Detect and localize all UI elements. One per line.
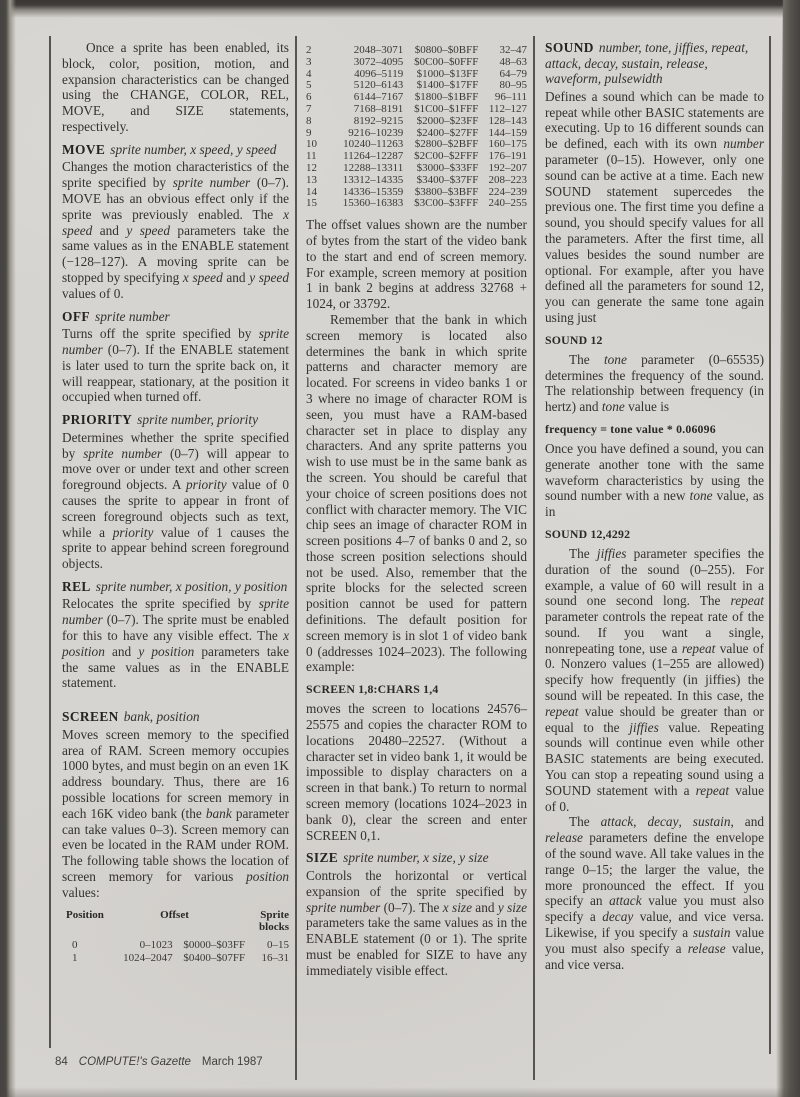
command-params: sprite number, x size, y size xyxy=(343,850,489,866)
code-screen-example: SCREEN 1,8:CHARS 1,4 xyxy=(306,682,439,697)
cell-position: 4 xyxy=(306,67,312,80)
screen-position-table-part1 xyxy=(62,909,289,965)
command-keyword: MOVE xyxy=(62,141,106,157)
cell-position: 6 xyxy=(306,91,312,104)
cell-offset-hex: $0400–$07FF xyxy=(183,951,246,964)
cell-sprite-blocks: 48–63 xyxy=(499,55,527,68)
command-heading-sound xyxy=(545,40,764,87)
table-row xyxy=(306,175,527,187)
cell-sprite-blocks: 32–47 xyxy=(499,44,527,56)
cell-offset-decimal: 5120–6143 xyxy=(353,79,404,92)
cell-offset-decimal: 1024–2047 xyxy=(123,951,173,964)
cell-sprite-blocks: 176–191 xyxy=(488,150,527,163)
command-params: sprite number, x position, y position xyxy=(95,578,288,594)
table-row xyxy=(62,952,289,965)
cell-position: 5 xyxy=(306,79,312,92)
issue-date: March 1987 xyxy=(201,1056,263,1068)
column-2 xyxy=(306,40,527,979)
cell-offset-hex: $2800–$2BFF xyxy=(414,138,479,151)
command-params: sprite number, priority xyxy=(137,412,259,428)
cell-offset-decimal: 14336–15359 xyxy=(342,185,404,198)
cell-offset-decimal: 9216–10239 xyxy=(348,126,404,139)
column-1 xyxy=(62,40,289,965)
command-params: sprite number xyxy=(94,308,170,324)
code-sound-12: SOUND 12 xyxy=(545,332,603,347)
envelope-paragraph: The attack, decay, sustain, and release parameters define the envelope of the sound wave. All take values in the range 0–15; the larger the value, the more pronounced the effect. If you specify an attack value you must also specify a decay value, and vice versa. Likewise, if you specify a sustain value you must also specify a release value, and vice versa. xyxy=(545,814,764,972)
cell-sprite-blocks: 192–207 xyxy=(488,161,527,174)
remember-paragraph: Remember that the bank in which screen memory is located also determines the bank in which sprite patterns and character memory are located. For screens in video banks 1 or 3 where no image of character ROM is seen, you must have a RAM-based character set in place to display any characters. And any sprite patterns you wish to use must be in the same bank as the screen. You should be careful that your choice of screen positions does not conflict with character memory. The VIC chip sees an image of character ROM in screen positions 4–7 of banks 0 and 2, so those screen position selections should not be used. Also, remember that the sprite blocks for the selected screen position cannot be used for pattern definitions. The default position for screen memory is in slot 1 of video bank 0 (addresses 1024–2023). The following example: xyxy=(306,311,527,675)
command-heading-size xyxy=(306,850,527,866)
cell-offset-decimal: 8192–9215 xyxy=(353,114,404,127)
cell-position: 2 xyxy=(306,44,312,56)
cell-offset-hex: $1400–$17FF xyxy=(416,79,479,92)
intro-paragraph: Once a sprite has been enabled, its block, color, position, motion, and expansion characteristics can be changed using the CHANGE, COLOR, REL, MOVE, and SIZE statements, respectively. xyxy=(62,40,289,134)
cell-sprite-blocks: 112–127 xyxy=(488,102,527,115)
command-params: sprite number, x speed, y speed xyxy=(110,141,277,157)
command-params: bank, position xyxy=(123,709,200,725)
cell-offset-hex: $3000–$33FF xyxy=(416,161,479,174)
cell-offset-decimal: 11264–12287 xyxy=(343,150,404,163)
cell-offset-decimal: 2048–3071 xyxy=(353,44,404,56)
table-body xyxy=(62,939,289,965)
cell-sprite-blocks: 96–111 xyxy=(494,91,527,104)
cell-offset-hex: $3400–$37FF xyxy=(416,173,479,186)
column-3 xyxy=(545,40,764,972)
header-sprite-blocks: Sprite blocks xyxy=(259,908,289,933)
move-paragraph: Changes the motion characteristics of the sprite specified by sprite number (0–7). MOVE has an obvious effect only if the sprite was previously enabled. The x speed and y speed parameters take the same values as in the ENABLE statement (−128–127). A moving sprite can be stopped by specifying x speed and y speed values of 0. xyxy=(62,159,289,301)
scan-edge-right xyxy=(774,0,800,1097)
column-rule-outer-right xyxy=(769,36,771,1054)
cell-position: 12 xyxy=(306,161,317,174)
cell-offset-decimal: 10240–11263 xyxy=(343,138,404,151)
command-keyword: SOUND xyxy=(545,40,594,55)
command-keyword: REL xyxy=(62,578,91,594)
screen-paragraph: Moves screen memory to the specified area of RAM. Screen memory occupies 1000 bytes, and must begin on an even 1K address boundary. Thus, there are 16 possible locations for screen memory in each 16K video bank (the bank parameter can take values 0–3). Screen memory can even be located in the RAM under ROM. The following table shows the location of screen memory for various position values: xyxy=(62,726,289,900)
cell-offset-hex: $0C00–$0FFF xyxy=(414,55,479,68)
command-heading-move xyxy=(62,142,289,158)
cell-offset-hex: $0000–$03FF xyxy=(183,938,246,951)
defines-paragraph: Defines a sound which can be made to repeat while other BASIC statements are executing. Up to 16 different sounds can be defined, each with its own number parameter (0–15). However, only one sound can be active at a time. Each new SOUND statement supercedes the previous one. The first time you define a sound, you should specify values for all the parameters. After the first time, all values besides the sound number are optional. For example, after you have defined all the parameters for sound 12, you can generate the same tone again using just xyxy=(545,88,764,325)
cell-position: 8 xyxy=(306,114,312,127)
cell-position: 13 xyxy=(306,173,317,186)
cell-offset-decimal: 3072–4095 xyxy=(353,55,404,68)
scan-edge-left xyxy=(0,0,16,1097)
column-rule-1-2 xyxy=(295,36,297,1080)
size-paragraph: Controls the horizontal or vertical expansion of the sprite specified by sprite number (0–7). The x size and y size parameters take the same values as in the ENABLE statement (0 or 1). The sprite must be enabled for SIZE to have any immediately visible effect. xyxy=(306,868,528,978)
cell-position: 15 xyxy=(306,197,317,210)
scan-edge-bottom xyxy=(0,1087,800,1097)
cell-position: 14 xyxy=(306,185,317,198)
page-number: 84 xyxy=(55,1056,68,1068)
cell-offset-decimal: 6144–7167 xyxy=(353,91,404,104)
table-row xyxy=(306,57,527,69)
cell-offset-hex: $0800–$0BFF xyxy=(414,44,479,56)
cell-sprite-blocks: 208–223 xyxy=(488,173,527,186)
cell-position: 11 xyxy=(306,150,317,163)
cell-offset-decimal: 4096–5119 xyxy=(354,67,404,80)
code-sound-12-4292: SOUND 12,4292 xyxy=(545,526,631,541)
offset-paragraph: The offset values shown are the number of bytes from the start of the video bank to the start and end of screen memory. For example, screen memory at position 1 in bank 2 begins at address 32768 + 1024, or 33792. xyxy=(306,217,527,312)
cell-position: 3 xyxy=(306,55,312,68)
cell-sprite-blocks: 160–175 xyxy=(488,138,527,151)
cell-offset-decimal: 7168–8191 xyxy=(353,102,404,115)
jiffies-paragraph: The jiffies parameter specifies the duration of the sound (0–255). For example, a value of 60 will result in a sound one second long. The repeat parameter controls the repeat rate of the sound. If you want a single, nonrepeating tone, use a repeat value of 0. Nonzero values (1–255 are allowed) specify how frequently (in jiffies) the sound will be repeated. In this case, the repeat value should be greater than or equal to the jiffies value. Repeating sounds will continue even while other BASIC statements are being executed. You can stop a repeating sound using a SOUND statement with a repeat value of 0. xyxy=(545,545,764,814)
cell-position: 10 xyxy=(306,138,317,151)
table-row xyxy=(306,198,527,210)
moves-paragraph: moves the screen to locations 24576–25575 and copies the character ROM to locations 20480–22527. (Without a character set in video bank 1, it would be impossible to display characters on a screen in that bank.) To return to normal screen memory (locations 1024–2023 in bank 0), clear the screen and enter SCREEN 0,1. xyxy=(306,701,527,843)
cell-position: 9 xyxy=(306,126,312,139)
table-row xyxy=(306,163,527,175)
cell-offset-decimal: 12288–13311 xyxy=(343,161,404,174)
cell-offset-decimal: 15360–16383 xyxy=(342,197,404,210)
rel-paragraph: Relocates the sprite specified by sprite number (0–7). The sprite must be enabled for this to have any visible effect. The x position and y position parameters take the same values as in the ENABLE statement. xyxy=(62,596,289,691)
command-keyword: OFF xyxy=(62,308,90,324)
table-header xyxy=(62,909,289,939)
command-heading-priority xyxy=(62,412,289,428)
cell-offset-hex: $3C00–$3FFF xyxy=(414,197,479,210)
header-position: Position xyxy=(66,908,104,921)
cell-sprite-blocks: 224–239 xyxy=(488,185,527,198)
cell-offset-decimal: 0–1023 xyxy=(139,938,173,951)
magazine-name: COMPUTE!'s Gazette xyxy=(78,1056,191,1068)
command-heading-screen xyxy=(62,709,289,725)
cell-position: 7 xyxy=(306,102,312,115)
code-frequency-formula: frequency = tone value * 0.06096 xyxy=(545,421,716,436)
cell-offset-hex: $3800–$3BFF xyxy=(414,185,479,198)
scan-edge-top xyxy=(0,0,800,18)
column-rule-2-3 xyxy=(533,36,535,1080)
tone-paragraph: The tone parameter (0–65535) determines the frequency of the sound. The relationship between frequency (in hertz) and tone value is xyxy=(545,351,764,415)
table-row xyxy=(306,116,527,128)
command-keyword: SIZE xyxy=(306,850,339,866)
cell-sprite-blocks: 0–15 xyxy=(267,938,289,951)
cell-sprite-blocks: 80–95 xyxy=(499,79,527,92)
table-body xyxy=(306,45,527,210)
cell-offset-hex: $2400–$27FF xyxy=(416,126,479,139)
once-paragraph: Once you have defined a sound, you can generate another tone with the same waveform characteristics by using the sound number with a new tone value, as in xyxy=(545,440,764,520)
command-heading-off xyxy=(62,309,289,325)
cell-sprite-blocks: 144–159 xyxy=(488,126,527,139)
page-footer xyxy=(55,1056,263,1068)
cell-sprite-blocks: 128–143 xyxy=(488,114,527,127)
table-row xyxy=(306,104,527,116)
table-row xyxy=(62,939,289,952)
cell-offset-hex: $2000–$23FF xyxy=(416,114,479,127)
cell-position: 1 xyxy=(72,951,78,964)
priority-paragraph: Determines whether the sprite specified by sprite number (0–7) will appear to move over or under text and other screen foreground objects. A priority value of 0 causes the sprite to appear in front of screen foreground objects such as text, while a priority value of 1 causes the sprite to appear behind screen foreground objects. xyxy=(62,429,289,572)
cell-offset-hex: $1C00–$1FFF xyxy=(414,102,479,115)
header-offset: Offset xyxy=(160,908,189,921)
cell-offset-hex: $1000–$13FF xyxy=(416,67,479,80)
cell-offset-decimal: 13312–14335 xyxy=(342,173,404,186)
command-params: number, tone, jiffies, repeat, attack, decay, sustain, release, waveform, pulsewidth xyxy=(545,40,749,87)
cell-sprite-blocks: 64–79 xyxy=(499,67,527,80)
command-keyword: SCREEN xyxy=(62,709,119,725)
column-rule-outer-left xyxy=(49,36,51,1048)
command-heading-rel xyxy=(62,579,289,595)
off-paragraph: Turns off the sprite specified by sprite number (0–7). If the ENABLE statement is later used to turn the sprite back on, it will reappear, stationary, at the position it occupied when turned off. xyxy=(62,326,289,405)
command-keyword: PRIORITY xyxy=(62,412,133,428)
cell-sprite-blocks: 16–31 xyxy=(261,951,289,964)
cell-offset-hex: $1800–$1BFF xyxy=(414,91,479,104)
screen-position-table-part2 xyxy=(306,45,527,210)
cell-offset-hex: $2C00–$2FFF xyxy=(414,150,479,163)
cell-sprite-blocks: 240–255 xyxy=(488,197,527,210)
cell-position: 0 xyxy=(72,938,78,951)
